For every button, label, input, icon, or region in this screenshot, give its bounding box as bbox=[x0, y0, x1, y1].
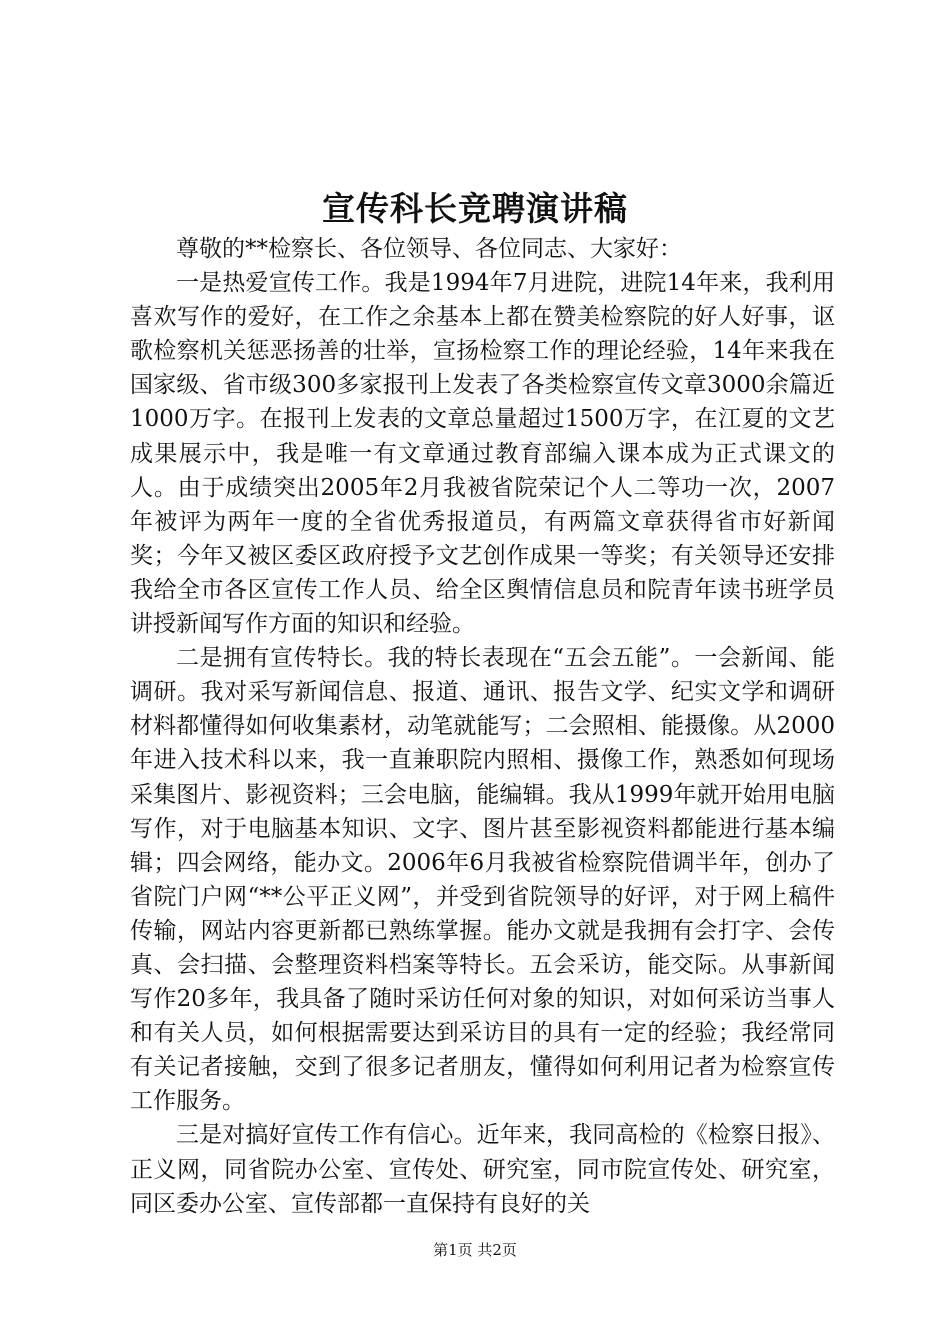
paragraph-2: 二是拥有宣传特长。我的特长表现在“五会五能”。一会新闻、能调研。我对采写新闻信息、报道、通讯、报告文学、纪实文学和调研材料都懂得如何收集素材，动笔就能写；二会照相、能摄像。从2000年进入技术科以来，我一直兼职院内照相、摄像工作，熟悉如何现场采集图片、影视资料；三会电脑，能编辑。我从1999年就开始用电脑写作，对于电脑基本知识、文字、图片甚至影视资料都能进行基本编辑；四会网络，能办文。2006年6月我被省检察院借调半年，创办了省院门户网“**公平正义网”，并受到省院领导的好评，对于网上稿件传输，网站内容更新都已熟练掌握。能办文就是我拥有会打字、会传真、会扫描、会整理资料档案等特长。五会采访，能交际。从事新闻写作20多年，我具备了随时采访任何对象的知识，对如何采访当事人和有关人员，如何根据需要达到采访目的具有一定的经验；我经常同有关记者接触，交到了很多记者朋友，懂得如何利用记者为检察宣传工作服务。 bbox=[130, 645, 835, 1115]
document-body bbox=[130, 232, 835, 1221]
document-title: 宣传科长竞聘演讲稿 bbox=[322, 189, 628, 228]
paragraph-3: 三是对搞好宣传工作有信心。近年来，我同高检的《检察日报》、正义网，同省院办公室、宣传处、研究室，同市院宣传处、研究室，同区委办公室、宣传部都一直保持有良好的关 bbox=[130, 1122, 835, 1217]
paragraph-1: 一是热爱宣传工作。我是1994年7月进院，进院14年来，我利用喜欢写作的爱好，在工作之余基本上都在赞美检察院的好人好事，讴歌检察机关惩恶扬善的壮举，宣扬检察工作的理论经验，14年来我在国家级、省市级300多家报刊上发表了各类检察宣传文章3000余篇近1000万字。在报刊上发表的文章总量超过1500万字，在江夏的文艺成果展示中，我是唯一有文章通过教育部编入课本成为正式课文的人。由于成绩突出2005年2月我被省院荣记个人二等功一次，2007年被评为两年一度的全省优秀报道员，有两篇文章获得省市好新闻奖；今年又被区委区政府授予文艺创作成果一等奖；有关领导还安排我给全市各区宣传工作人员、给全区舆情信息员和院青年读书班学员讲授新闻写作方面的知识和经验。 bbox=[130, 270, 835, 638]
page-footer: 第1页 共2页 bbox=[433, 1241, 517, 1259]
paragraph-greeting: 尊敬的**检察长、各位领导、各位同志、大家好： bbox=[176, 236, 682, 262]
